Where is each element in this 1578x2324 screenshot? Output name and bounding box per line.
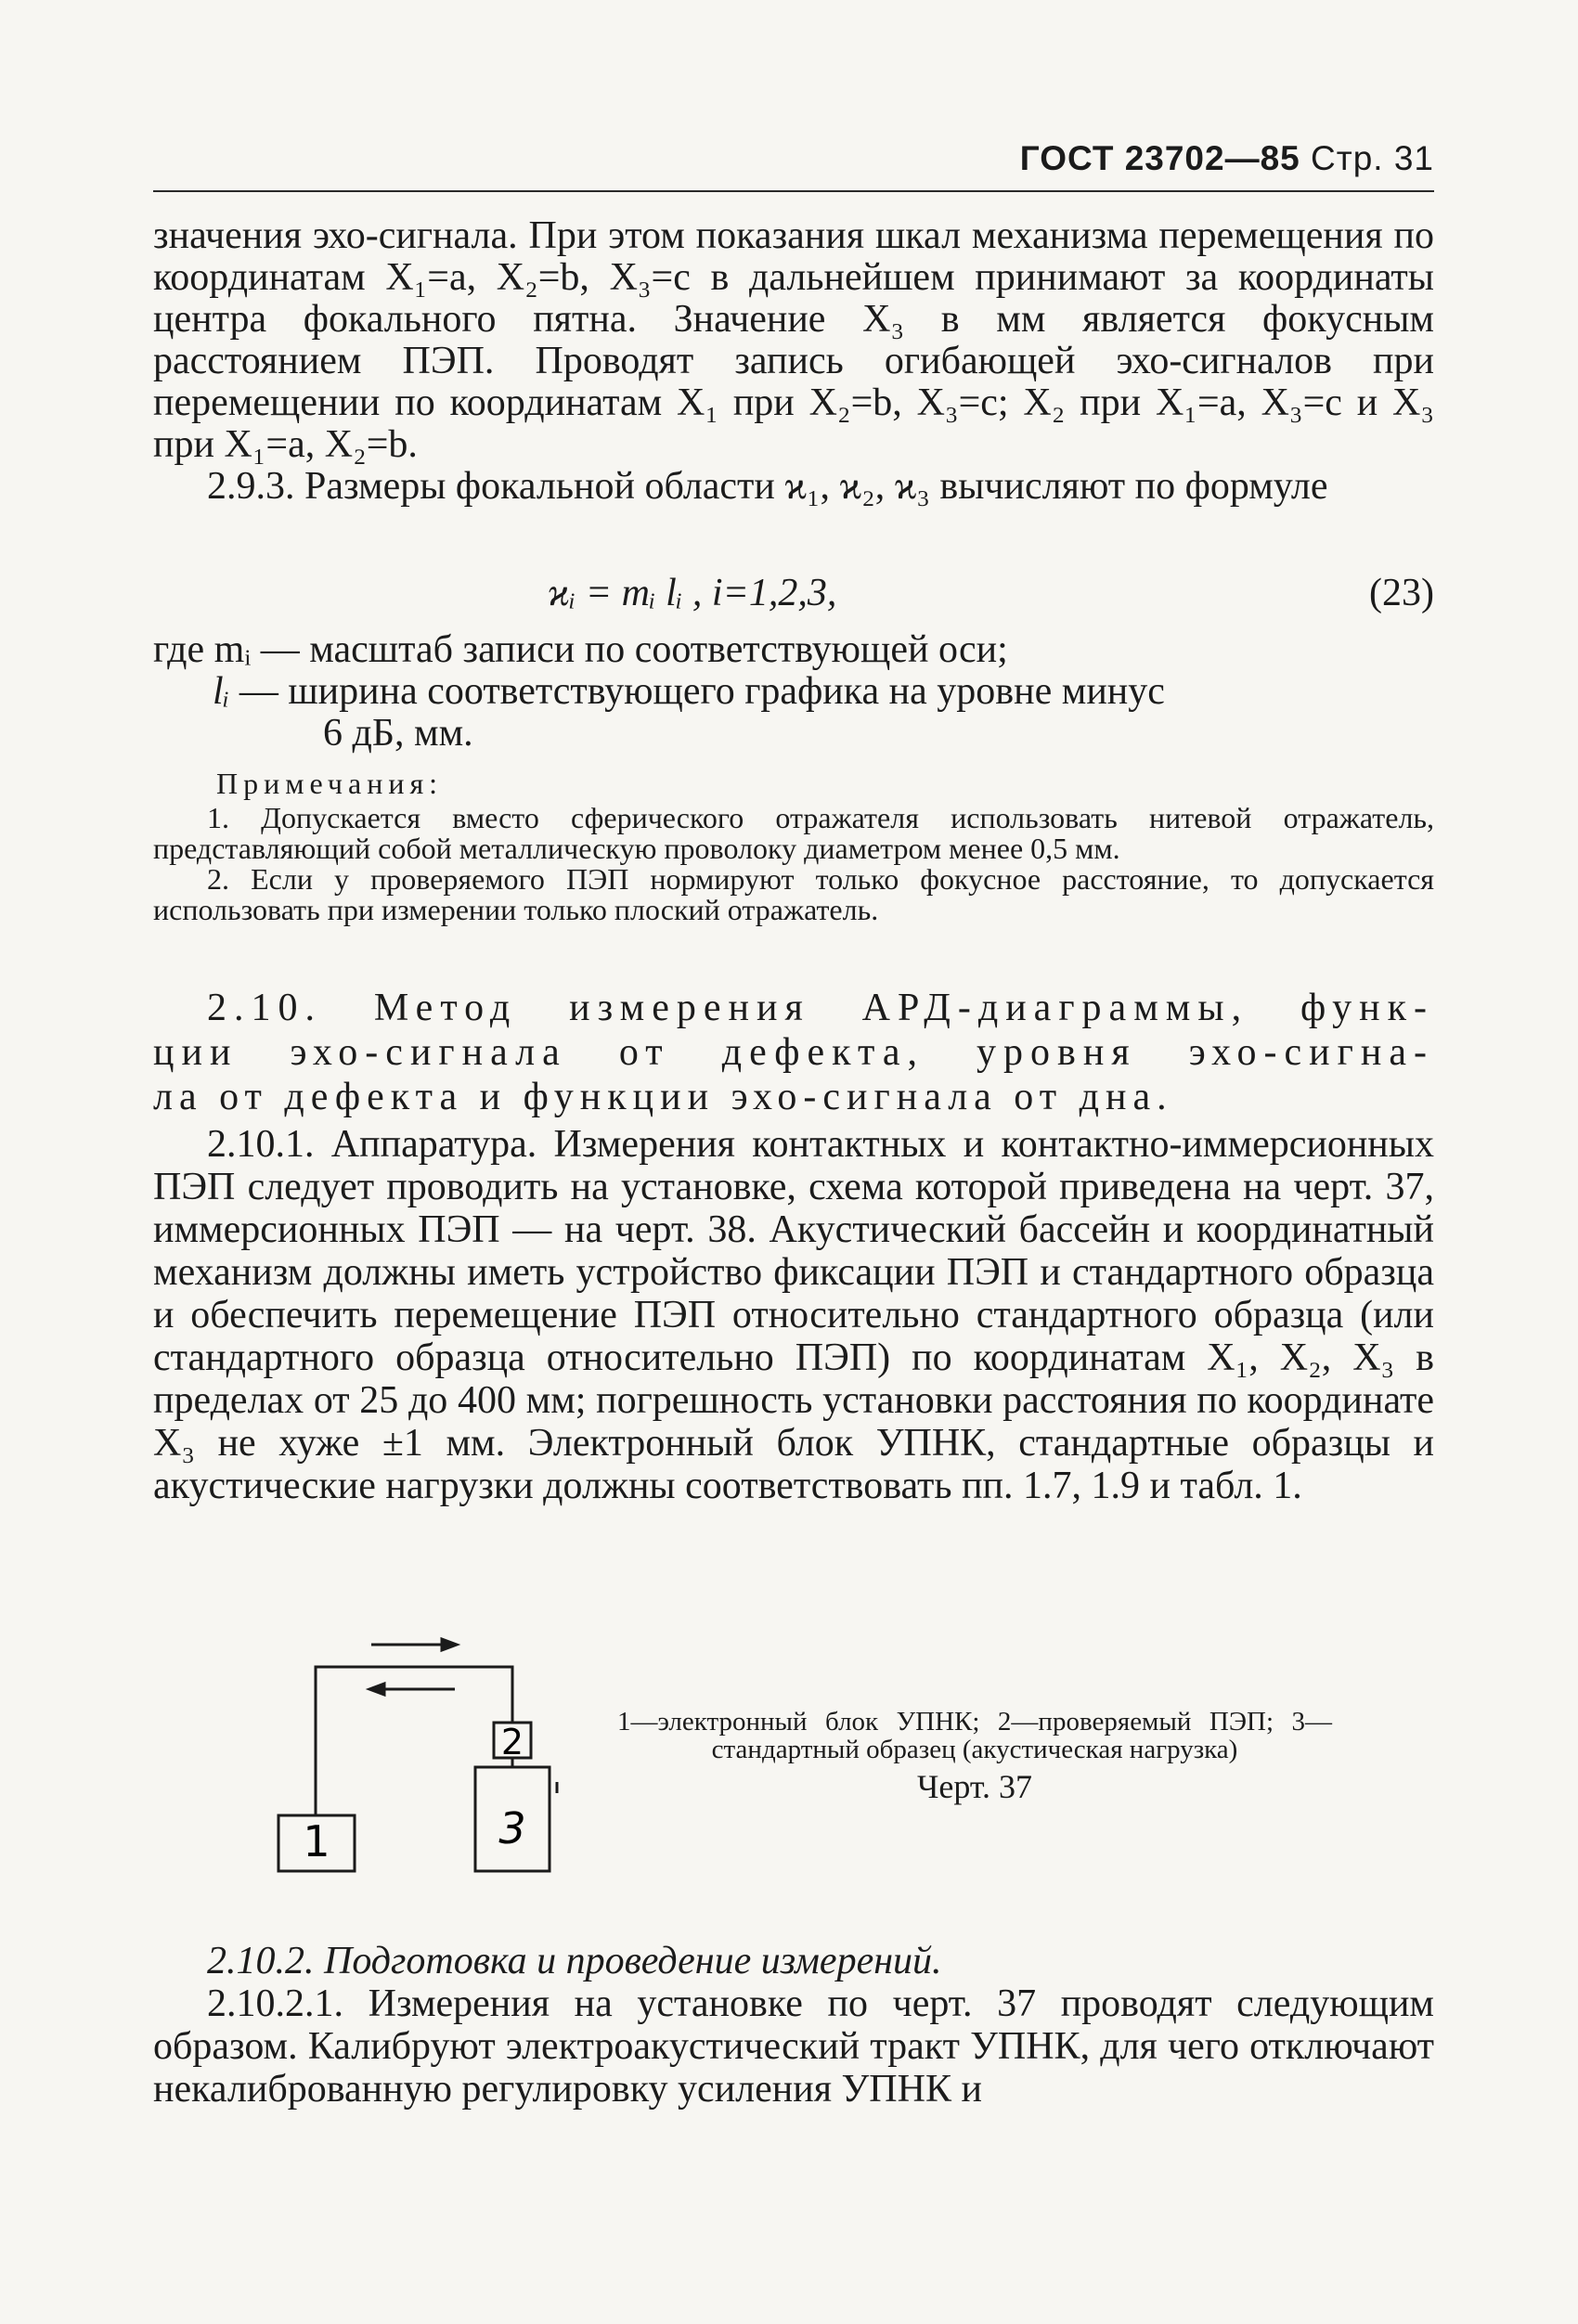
page-header: [1020, 139, 1434, 178]
formula-23: [153, 571, 1434, 617]
setup-diagram: [269, 1633, 585, 1875]
legend-l: [153, 671, 1434, 713]
intro-block: [153, 215, 1434, 508]
notes-title: Примечания:: [216, 767, 444, 800]
arrow-left-head: [369, 1684, 384, 1695]
paragraph-2-10-2-1: 2.10.2.1. Измерения на установке по черт. 37 проводят следующим образом. Калибруют электроакустический тракт УПНК, для чего отключают некалиброванную регулировку усиления УПНК и: [153, 1982, 1434, 2111]
section-2-10-2: [153, 1940, 1434, 2111]
section-title-line-3: ла от дефекта и функции эхо-сигнала от дна.: [153, 1076, 1173, 1118]
formula-expression: ϰᵢ = mᵢ lᵢ , i=1,2,3,: [548, 572, 837, 614]
figure-title: Черт. 37: [917, 1768, 1032, 1805]
legend-m-label: где mᵢ: [153, 628, 252, 671]
legend-l-text: — ширина соответствующего графика на уровне минус: [239, 670, 1165, 713]
note-1: 1. Допускается вместо сферического отражателя использовать нитевой отражатель, представляющий собой металлическую проволоку диаметром менее 0,5 мм.: [153, 801, 1434, 865]
legend-m-text: — масштаб записи по соответствующей оси;: [260, 628, 1008, 671]
figure-legend: 1—электронный блок УПНК; 2—проверяемый ПЭП; 3—стандартный образец (акустическая нагрузка): [617, 1707, 1332, 1764]
note-2: 2. Если у проверяемого ПЭП нормируют только фокусное расстояние, то допускается использовать при измерении только плоский отражатель.: [153, 862, 1434, 926]
block-2-label: 2: [500, 1722, 524, 1762]
formula-number: (23): [1369, 572, 1434, 614]
legend-l-cont: 6 дБ, мм.: [323, 712, 473, 755]
arrow-right-head: [442, 1639, 457, 1650]
section-2-10-title: [153, 986, 1434, 1119]
block-1-label: 1: [303, 1816, 330, 1866]
block-3-label: 3: [498, 1803, 526, 1853]
legend-l-label: lᵢ: [213, 670, 230, 713]
legend-m: [153, 629, 1434, 671]
formula-legend: [153, 629, 1434, 755]
paragraph-2-9-3: 2.9.3. Размеры фокальной области ϰ₁, ϰ₂, ϰ₃ вычисляют по формуле: [207, 465, 1328, 508]
paragraph-2-10-1: 2.10.1. Аппаратура. Измерения контактных и контактно-иммерсионных ПЭП следует проводить на установке, схема которой приведена на черт. 37, иммерсионных ПЭП — на черт. 38. Акустический бассейн и координатный механизм должны иметь устройство фиксации ПЭП и стандартного образца и обеспечить перемещение ПЭП относительно стандартного образца (или стандартного образца относительно ПЭП) по координатам X₁, X₂, X₃ в пределах от 25 до 400 мм; погрешность установки расстояния по координате X₃ не хуже ±1 мм. Электронный блок УПНК, стандартные образцы и акустические нагрузки должны соответствовать пп. 1.7, 1.9 и табл. 1.: [153, 1123, 1434, 1507]
header-rule: [153, 190, 1434, 192]
section-title-line-2: ции эхо-сигнала от дефекта, уровня эхо-сигна-: [153, 1031, 1434, 1074]
section-title-line-1: 2.10. Метод измерения АРД-диаграммы, функ-: [207, 987, 1434, 1029]
paragraph-2-10-2: 2.10.2. Подготовка и проведение измерений.: [207, 1940, 942, 1982]
page-number: Стр. 31: [1311, 139, 1434, 177]
intro-paragraph: значения эхо-сигнала. При этом показания шкал механизма перемещения по координатам X₁=a, X₂=b, X₃=c в дальнейшем принимают за координаты центра фокального пятна. Значение X₃ в мм является фокусным расстоянием ПЭП. Проводят запись огибающей эхо-сигналов при перемещении по координатам X₁ при X₂=b, X₃=c; X₂ при X₁=a, X₃=c и X₃ при X₁=a, X₂=b.: [153, 214, 1434, 466]
notes-block: [153, 768, 1434, 925]
figure-caption: [617, 1707, 1332, 1805]
paragraph-2-10-1-block: [153, 1123, 1434, 1507]
standard-number: ГОСТ 23702—85: [1019, 139, 1300, 177]
